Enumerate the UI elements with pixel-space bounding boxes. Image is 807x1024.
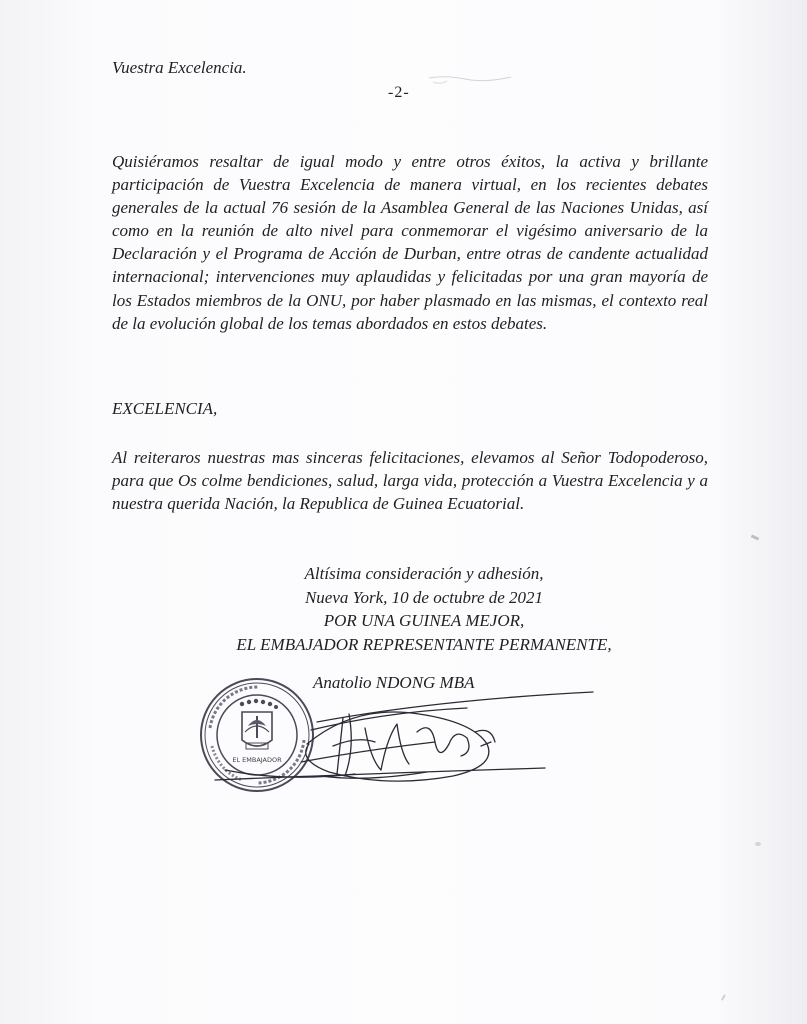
seal-inner-text: EL EMBAJADOR	[232, 756, 282, 764]
excelencia-heading: EXCELENCIA,	[112, 399, 218, 418]
body-paragraph-2: Al reiteraros nuestras mas sinceras felicitaciones, elevamos al Señor Todopoderoso, para que Os colme bendiciones, salud, larga vida, protección a Vuestra Excelencia y a nuestra querida Nación, la Republica de Guinea Ecuatorial.	[112, 448, 708, 514]
scan-artifact	[755, 842, 761, 846]
closing-line-4: EL EMBAJADOR REPRESENTANTE PERMANENTE,	[236, 634, 612, 654]
closing-line-1: Altísima consideración y adhesión,	[304, 564, 544, 583]
closing-block	[150, 562, 698, 656]
scan-artifact	[751, 534, 760, 540]
salutation: Vuestra Excelencia.	[112, 58, 247, 77]
body-paragraph-1: Quisiéramos resaltar de igual modo y entre otros éxitos, la activa y brillante participación de Vuestra Excelencia de manera virtual, en los recientes debates generales de la actual 76 sesión de la Asamblea General de las Naciones Unidas, así como en la reunión de alto nivel para conmemorar el vigésimo aniversario de la Declaración y el Programa de Acción de Durban, entre otras de candente actualidad internacional; intervenciones muy aplaudidas y felicitadas por una gran mayoría de los Estados miembros de la ONU, por haber plasmado en las mismas, el contexto real de la evolución global de los temas abordados en estos debates.	[112, 152, 708, 333]
handwritten-signature-icon	[205, 684, 605, 794]
scan-smudge	[425, 72, 515, 88]
closing-line-3: POR UNA GUINEA MEJOR,	[323, 611, 525, 630]
page-number: -2-	[388, 84, 410, 101]
scan-artifact	[721, 994, 731, 1003]
closing-line-2: Nueva York, 10 de octubre de 2021	[304, 587, 544, 607]
signer-name: Anatolio NDONG MBA	[313, 673, 475, 692]
